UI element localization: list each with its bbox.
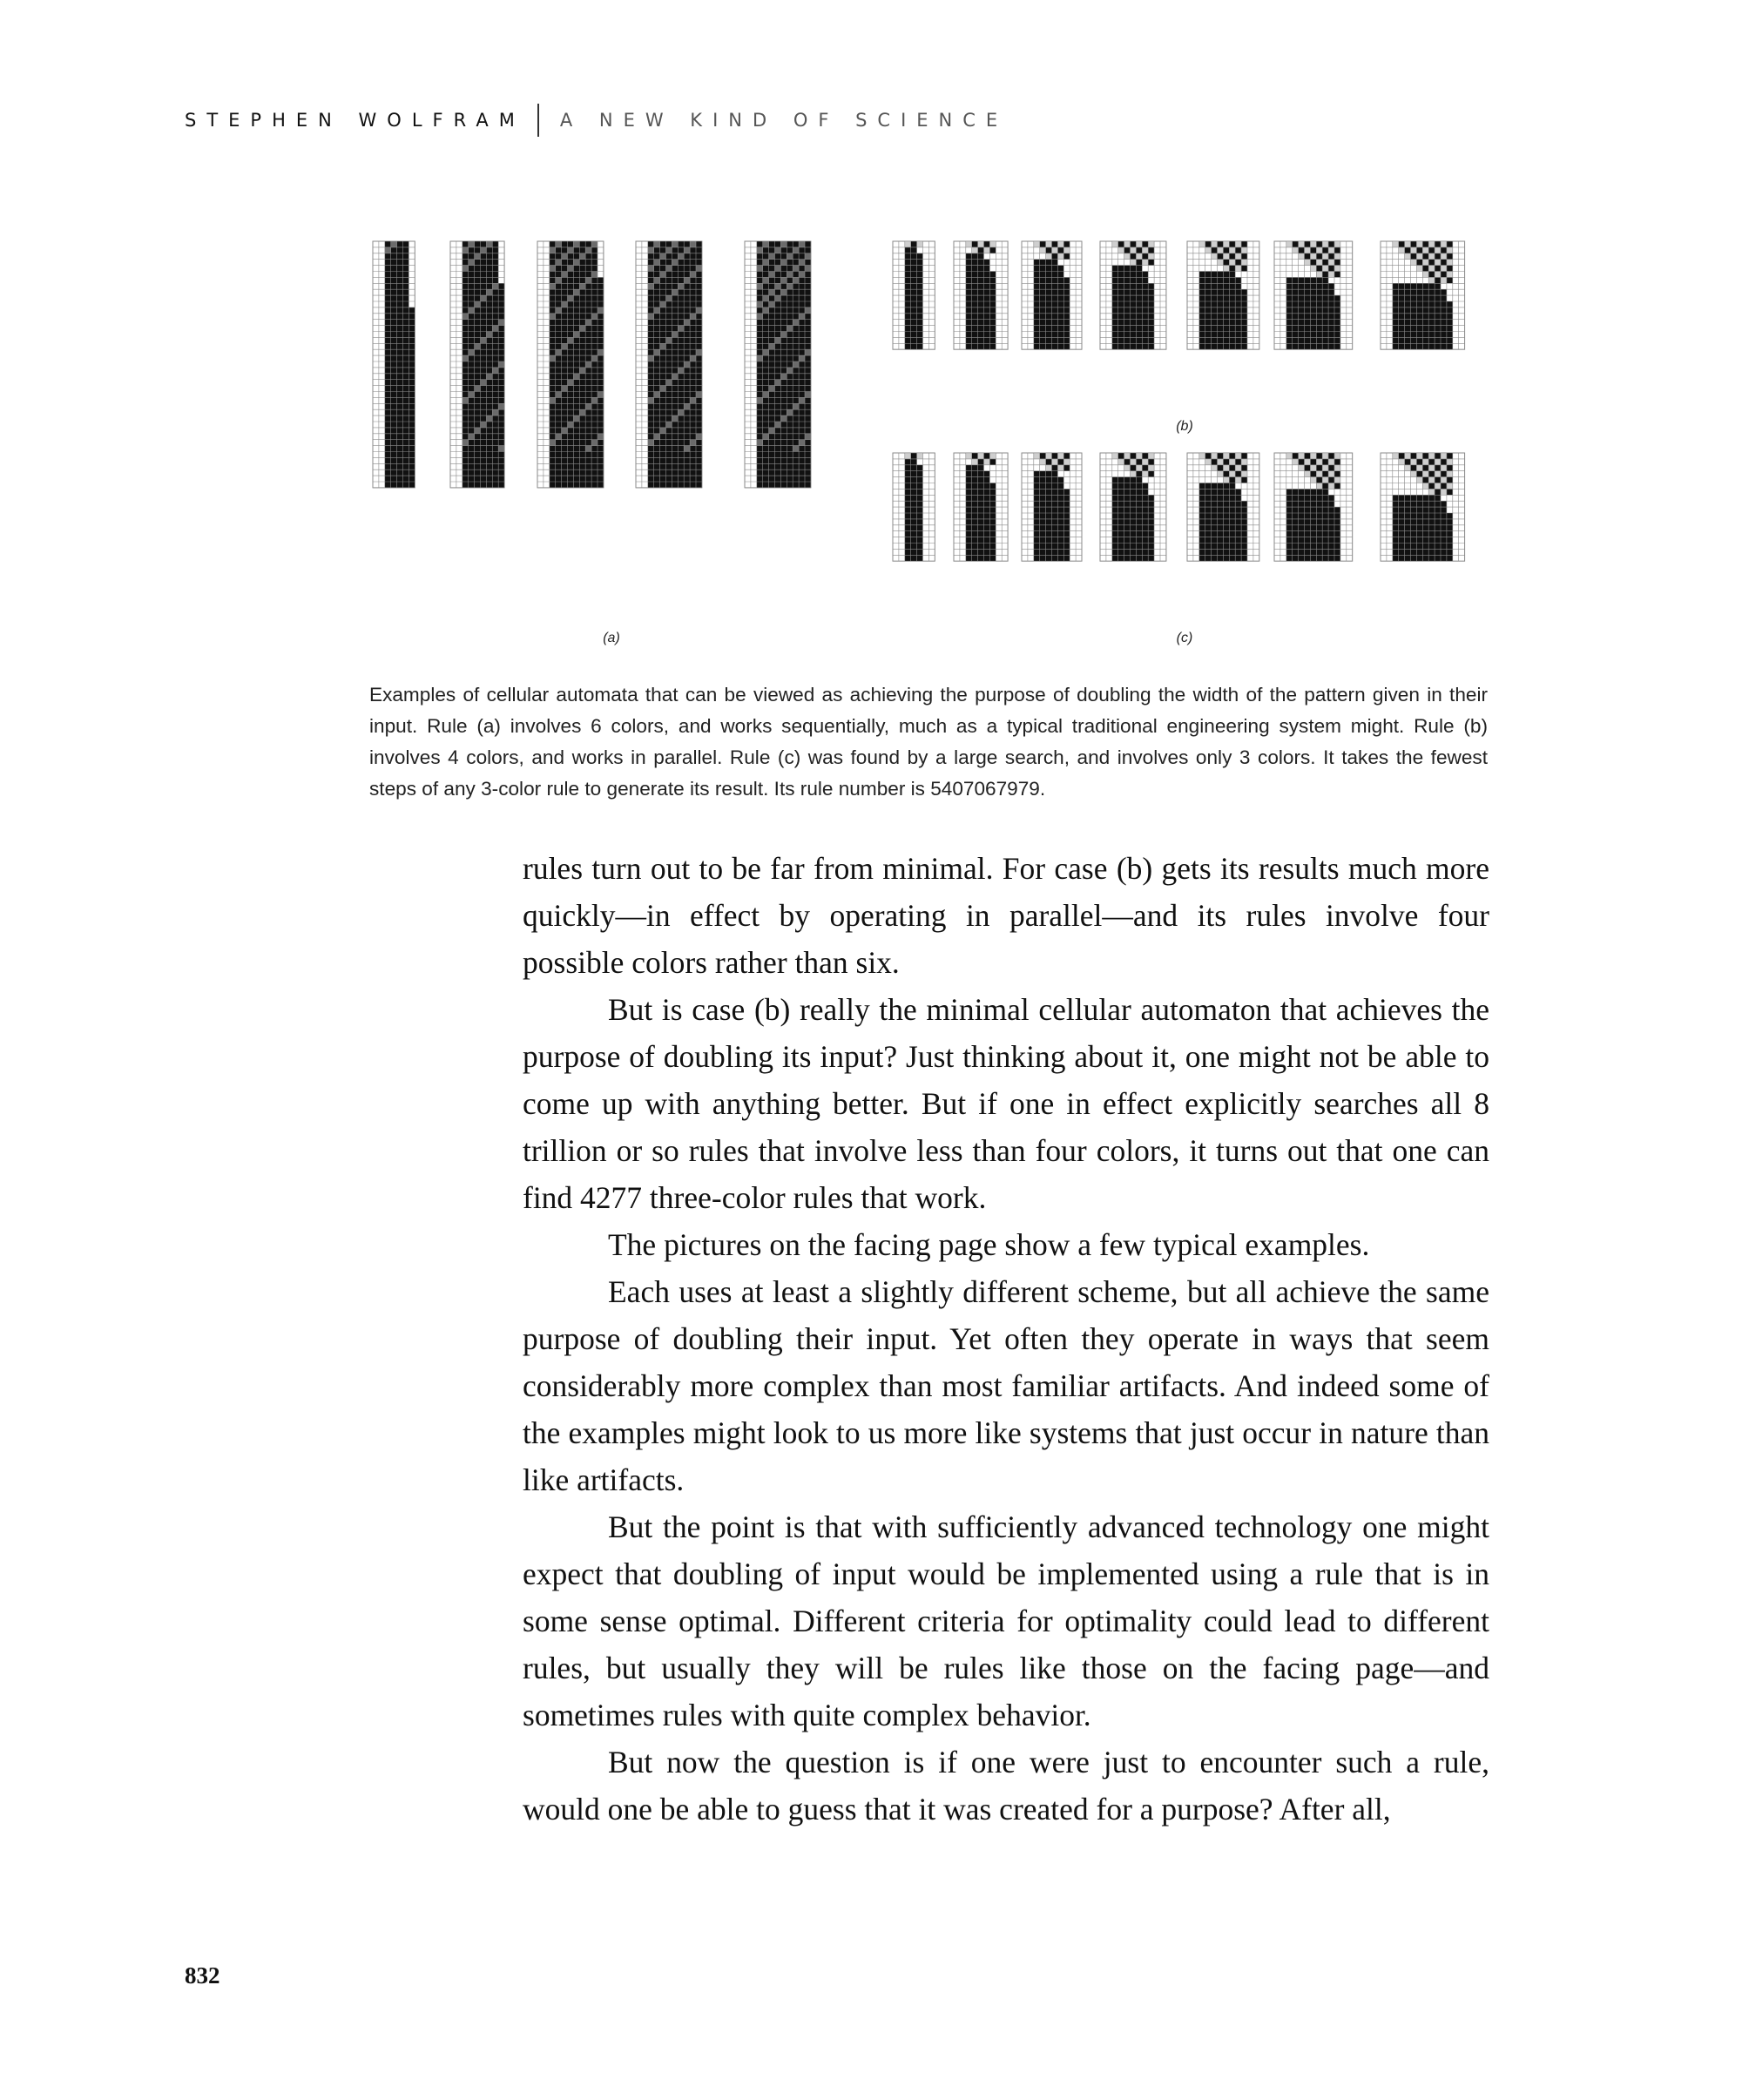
ca-panel-c-2 xyxy=(954,453,1008,561)
figure-label-c: (c) xyxy=(1176,631,1193,645)
ca-panel-c-3 xyxy=(1022,453,1082,561)
body-paragraph-6: But now the question is if one were just to encounter such a rule, would one be able to guess that it was created for a purpose? After all, xyxy=(523,1745,1489,1827)
ca-panel-a-3 xyxy=(537,241,604,488)
ca-panel-a-4 xyxy=(636,241,702,488)
ca-panel-c-5 xyxy=(1187,453,1259,561)
running-head-book-title: A NEW KIND OF SCIENCE xyxy=(559,110,1009,131)
ca-panel-b-5 xyxy=(1187,241,1259,349)
running-head-author: STEPHEN WOLFRAM xyxy=(185,110,525,131)
body-paragraph-3: The pictures on the facing page show a few typical examples. xyxy=(608,1227,1370,1262)
body-paragraph-5: But the point is that with sufficiently advanced technology one might expect that doubling of input would be implemented using a rule that is in some sense optimal. Different criteria for optimality could lead to different rules, but usually they will be rules like those on the facing page—and sometimes rules with quite complex behavior. xyxy=(523,1509,1489,1732)
figure-label-b: (b) xyxy=(1176,419,1193,434)
ca-panel-b-7 xyxy=(1381,241,1465,349)
body-text xyxy=(523,845,1489,1833)
ca-panel-c-7 xyxy=(1381,453,1465,561)
ca-panel-b-1 xyxy=(893,241,935,349)
figure-caption xyxy=(369,679,1488,805)
ca-panel-c-6 xyxy=(1274,453,1353,561)
figure-label-a: (a) xyxy=(603,631,620,645)
ca-panel-b-2 xyxy=(954,241,1008,349)
caption-text: Examples of cellular automata that can be viewed as achieving the purpose of doubling the width of the pattern given in their input. Rule (a) involves 6 colors, and works sequentially, much as a typical traditional engineering system might. Rule (b) involves 4 colors, and works in parallel. Rule (c) was found by a large search, and involves only 3 colors. It takes the fewest steps of any 3-color rule to generate its result. Its rule number is 5407067979. xyxy=(369,684,1488,800)
ca-panel-a-5 xyxy=(745,241,811,488)
body-paragraph-1: rules turn out to be far from minimal. For case (b) gets its results much more quickly—in effect by operating in parallel—and its rules involve four possible colors rather than six. xyxy=(523,851,1489,980)
cellular-automata-figure xyxy=(366,237,1498,664)
ca-panel-a-2 xyxy=(450,241,504,488)
figure-panels xyxy=(373,241,1465,561)
ca-panel-b-6 xyxy=(1274,241,1353,349)
running-head-divider xyxy=(537,104,539,137)
ca-panel-c-4 xyxy=(1100,453,1166,561)
page-number: 832 xyxy=(185,1962,220,1989)
ca-panel-a-1 xyxy=(373,241,415,488)
ca-panel-c-1 xyxy=(893,453,935,561)
body-paragraph-4: Each uses at least a slightly different scheme, but all achieve the same purpose of doubling their input. Yet often they operate in ways that seem considerably more complex than most familiar artifacts. And indeed some of the examples might look to us more like systems that just occur in nature than like artifacts. xyxy=(523,1274,1489,1497)
ca-panel-b-4 xyxy=(1100,241,1166,349)
body-paragraph-2: But is case (b) really the minimal cellular automaton that achieves the purpose of doubling its input? Just thinking about it, one might not be able to come up with anything better. But if one in effect explicitly searches all 8 trillion or so rules that involve less than four colors, it turns out that one can find 4277 three-color rules that work. xyxy=(523,992,1489,1215)
running-head xyxy=(185,103,1008,138)
ca-panel-b-3 xyxy=(1022,241,1082,349)
